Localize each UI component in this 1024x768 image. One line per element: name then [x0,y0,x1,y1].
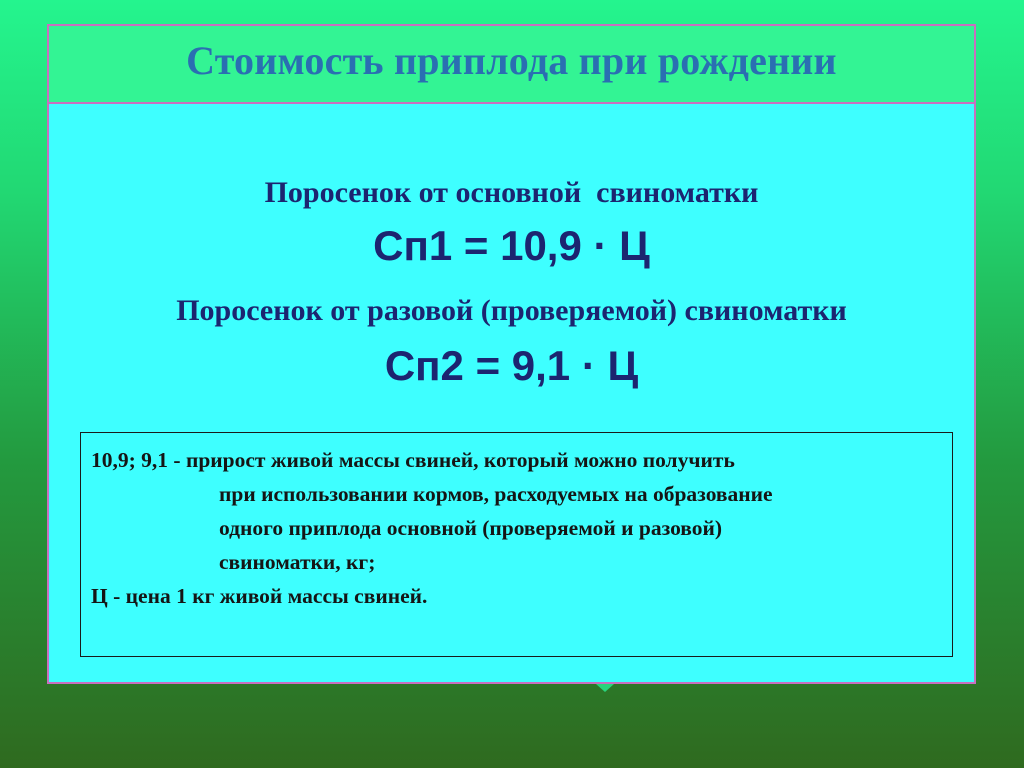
slide-title: Стоимость приплода при рождении [186,37,837,83]
note-line: 10,9; 9,1 - прирост живой массы свиней, который можно получить [91,448,735,472]
formula-main-sow: Сп1 = 10,9 · Ц [373,222,650,269]
label-main-sow: Поросенок от основной свиноматки [264,176,759,209]
notes-box [80,432,953,657]
title-bar [49,26,974,104]
note-line: при использовании кормов, расходуемых на образование [219,482,773,506]
note-price-line: Ц - цена 1 кг живой массы свиней. [91,584,428,608]
note-line: свиноматки, кг; [219,550,376,574]
label-test-sow: Поросенок от разовой (проверяемой) свиноматки [176,294,847,327]
formula-test-sow: Сп2 = 9,1 · Ц [384,342,639,389]
note-line: одного приплода основной (проверяемой и разовой) [219,516,723,540]
down-triangle-icon [596,684,614,692]
